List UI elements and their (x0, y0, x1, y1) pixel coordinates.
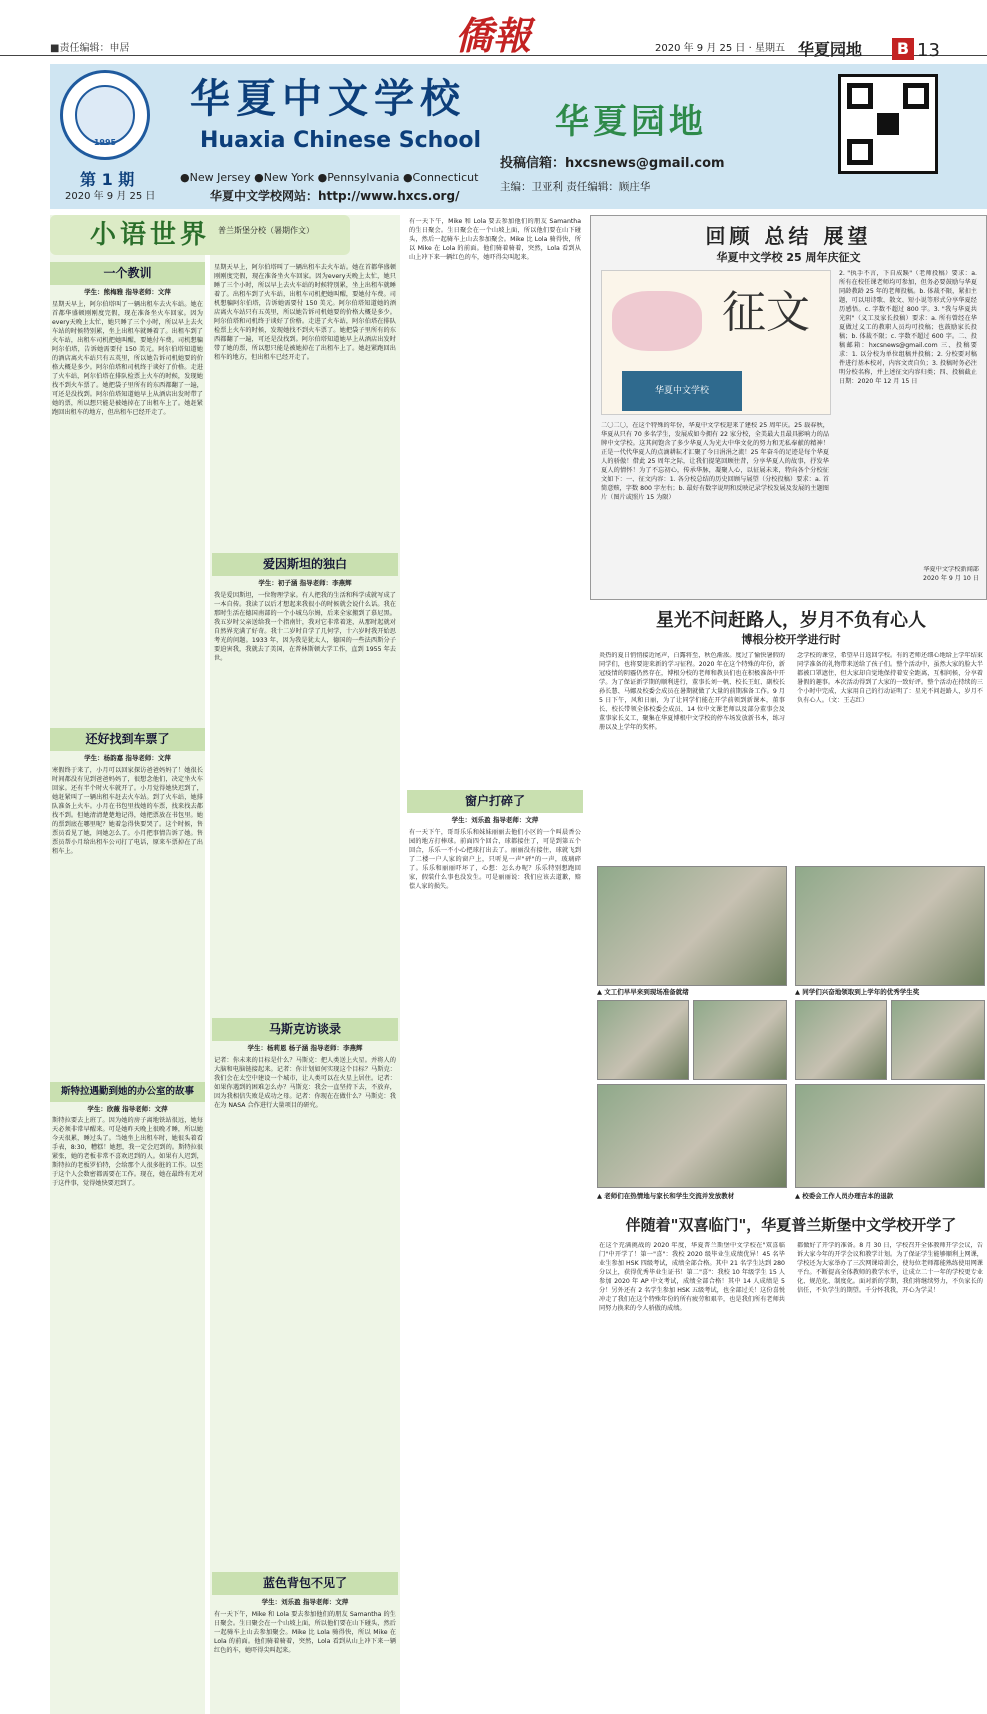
star-article-body-2: 念学校的课堂，希望早日返回学校。有的老师还细心地给上学年结束同学准备的礼物带来送给了孩子们。整个活动中，虽然大家的脸大半都被口罩遮住，但大家却自觉地保持着安全距离，互相问候，分享着暑假的趣事。本次活动得到了大家的一致好评。整个活动在持续的三个小时中完成，大家用自己的行动证明了：星光不问赶路人，岁月不负有心人。（文：王志红） (797, 652, 983, 704)
states-list: ●New Jersey ●New York ●Pennsylvania ●Connecticut (180, 171, 479, 184)
newspaper-logo: 僑報 (455, 13, 532, 58)
article-byline: 学生：欣薇 指导老师：文萍 (87, 1104, 168, 1113)
editor-credit: ■责任编辑：申居 (50, 43, 130, 54)
article-body: 有一天下午，Mike 和 Lola 要去参加他们的朋友 Samantha 的生日聚会。生日聚会在一个山坡上面，所以他们要在山下碰头，然后一起骑车上山去参加聚会。Mike 比 Lola 骑得快，所以 Mike 在 Lola 的前面。他们骑着骑着，突然，Lola 看到从山上冲下来一辆红色的车，她吓得尖叫起来。 (409, 218, 581, 261)
article-title: 窗户打碎了 (407, 790, 583, 813)
photo-caption: ▲ 老师们在热情地与家长和学生交流并发放教材 (597, 1192, 735, 1200)
photo-caption: ▲ 校委会工作人员办理吉本的退款 (795, 1192, 894, 1200)
website-link[interactable]: 华夏中文学校网站：http://www.hxcs.org/ (210, 189, 460, 203)
seal-year: 1995 (93, 138, 117, 147)
calligraphy-text: 征文 (722, 287, 810, 338)
article-title: 一个教训 (50, 262, 205, 285)
article-body: 星期天早上，阿尔伯塔叫了一辆出租车去火车站。她在首都华盛顿刚刚度完假，现在准备坐火车回家。因为every天晚上太忙，她只睡了三个小时，所以早上去火车站的时候特别累，坐上出租车就睡着了。出租车到了火车站，出租车司机把她叫醒，要她付车费。司机想骗阿尔伯塔，告诉她需要付 150 美元。阿尔伯塔知道她的酒店离火车站只有五英里，所以她告诉司机她要的价格大概是多少。阿尔伯塔和司机终于谈好了价格。走进了火车站，阿尔伯塔在排队检票上火车的时候，发现她找不到火车票了。她把袋子里所有的东西都翻了一遍，可还是没找到。阿尔伯塔知道她早上从酒店出发时带了她的票，所以想只能是被她掉在了出租车上了。她赶紧跑回出租车的地方，但出租车已经开走了。 (52, 300, 203, 416)
star-article-title: 星光不问赶路人，岁月不负有心人 (656, 610, 926, 631)
school-seal-icon (60, 70, 150, 160)
school-title: 华夏中文学校 (190, 75, 466, 122)
article-body: 星期天早上，阿尔伯塔叫了一辆出租车去火车站。她在首都华盛顿刚刚度完假，现在准备坐火车回家。因为every天晚上太忙，她只睡了三个小时，所以早上去火车站的时候特别累，坐上出租车就睡着了。出租车到了火车站，出租车司机把她叫醒，要她付车费。司机想骗阿尔伯塔，告诉她需要付 150 美元。阿尔伯塔知道她的酒店离火车站只有五英里，所以她告诉司机她要的价格大概是多少。阿尔伯塔和司机终于谈好了价格。走进了火车站，阿尔伯塔在排队检票上火车的时候，发现她找不到火车票了。她把袋子里所有的东西都翻了一遍，可还是没找到。阿尔伯塔知道她早上从酒店出发时带了她的票，所以想只能是被她掉在了出租车上了。她赶紧跑回出租车的地方，但出租车已经开走了。 (214, 264, 396, 361)
review-body-2: 2. "执手不言，下自成蹊"（老师投稿）要求：a. 所有在校任课老师均可参加，但务必要鼓励与华夏同龄教龄 25 年的老师投稿。b. 体裁不限，紧扣主题，可以用诗歌、散文、短小说等形式分享华夏经历感悟。c. 字数不超过 800 字。3. "我与华夏共光阴"（义工及家长投稿）要求：a. 所有曾经在华夏做过义工的教职人员均可投稿；也鼓励家长投稿；b. 体裁不限；c. 字数不超过 600 字。二、投稿邮箱：hxcsnews@gmail.com 三、投稿要求：1. 以分校为单位组稿并投稿；2. 分校要对稿件进行基本校对，内容文责自负；3. 投稿时务必注明分校名称，并上述征文内容归类；四、投稿截止日期：2020 年 12 月 15 日 (839, 270, 977, 385)
photo-school-committee (795, 1084, 985, 1188)
article-body: 记者：你未来的目标是什么？马斯克：把人类送上火星。并将人的大脑和电脑链接起来。记者：你计划如何实现这个目标？马斯克：我们会在太空中建设一个城市，让人类可以在火星上居住。记者：如果你遇到的困难怎么办？马斯克：我会一直坚持下去，不放弃，因为我相信失败是成功之母。记者：你现在在做什么？马斯克：我在为 NASA 合作进行大量项目的研究。 (214, 1056, 396, 1109)
editors-credit: 主编：卫亚利 责任编辑：顾庄华 (500, 181, 651, 193)
section-name: 华夏园地 (798, 40, 863, 59)
twin-article-title: 伴随着"双喜临门"，华夏普兰斯堡中文学校开学了 (625, 1216, 957, 1234)
article-lesson (50, 262, 205, 722)
photo-small (693, 1000, 787, 1080)
garden-title: 华夏园地 (555, 102, 707, 142)
page-number: 13 (917, 40, 940, 61)
photo-students-awards (795, 866, 985, 986)
article-body: 我是爱因斯坦，一位物理学家。有人把我的生活和科学成就写成了一本自传。我读了以后才想起来我很小的时候就会说什么话。我在那时生活在德国南部的一个小城乌尔姆，后来全家搬到了慕尼黑。我五岁时父亲送给我一个指南针，我对它非常着迷，从那时起就对自然界充满了好奇。我十二岁时自学了几何学，十六岁时我开始思考光的问题。1933 年，因为我是犹太人，德国的一些法西斯分子要迫害我，我就去了美国，在普林斯顿大学工作，直到 1955 年去世。 (214, 591, 396, 662)
photo-caption: ▲ 同学们兴奋地领取到上学年的优秀学生奖 (795, 988, 920, 996)
article-byline: 学生：杨莉恩 杨子涵 指导老师：李燕辉 (247, 1044, 363, 1053)
article-body: 有一天下午，Mike 和 Lola 要去参加他们的朋友 Samantha 的生日聚会。生日聚会在一个山坡上面，所以他们要在山下碰头，然后一起骑车上山去参加聚会。Mike 比 Lola 骑得快，所以 Mike 在 Lola 的前面。他们骑着骑着，突然，Lola 看到从山上冲下来一辆红色的车，她吓得尖叫起来。 (214, 1610, 396, 1654)
xiaoyu-subtitle: 普兰斯堡分校（暑期作文） (218, 226, 314, 235)
calligraphy-image (601, 270, 831, 415)
article-title: 蓝色背包不见了 (212, 1572, 398, 1595)
article-body: 寒假终于来了，小月可以回家探访爸爸妈妈了！她很长时间都没有见到爸爸妈妈了，很想念他们，决定坐火车回家。还有半个时火车就开了。小月觉得她快迟到了，她赶紧叫了一辆出租车赶去火车站。到了火车站，她排队准备上火车。小月在书包里找她的车票，找来找去都找不到。但她清清楚楚地记得，她把票放在书包里。她的票到底在哪里呢？她着急得快要哭了。这个时候，售票员看见了她，问她怎么了。小月把事情告诉了她。售票员帮小月给出租车公司打了电话，原来车票掉在了出租车上。 (52, 766, 203, 855)
article-ticket (50, 728, 205, 1058)
qr-code-icon (838, 74, 938, 174)
review-signature: 华夏中文学校新闻部 2020 年 9 月 10 日 (923, 566, 979, 582)
article-body: 有一天下午，哥哥乐乐和妹妹丽丽去他们小区的一个叫晨香公园的地方打棒球。前面四个回合，球都接住了，可是到第五个回合，乐乐一不小心把球打出去了。丽丽没有接住，球就飞到了二楼一户人家的窗户上，只听见一声"砰"的一声，玻璃碎了。乐乐和丽丽吓坏了，心想：怎么办呢？乐乐特别想跑回家，假装什么事也没发生。可是丽丽说：我们应该去道歉，赔偿人家的损失。 (409, 828, 581, 890)
article-byline: 学生：熊梅雅 指导老师：文萍 (84, 288, 171, 297)
photo-small (597, 1000, 689, 1080)
article-byline: 学生：杨韵嘉 指导老师：文萍 (84, 754, 171, 763)
article-backpack (212, 1572, 398, 1712)
article-title: 斯特拉遇勤到她的办公室的故事 (50, 1082, 205, 1102)
photo-small (795, 1000, 887, 1080)
review-title: 回顾 总结 展望 (705, 224, 872, 248)
star-article-body: 炎热的夏日悄悄接近尾声，白露将至，秋色渐浓。度过了愉快暑假的同学们，也将要迎来新的学习征程。2020 年在这个特殊的年份，新冠疫情的阴霾仍然存在，博根分校的老师和教员们也在积极准备中开学。为了保证新学期的顺利进行，董事长刘一帆、校长王虹、副校长孙长慧、马娜及校委会成员在暑期就做了大量的前期准备工作。9 月 5 日下午，风和日丽，为了让同学们能在开学前领到新课本，董事长、校长带领全体校委会成员、14 位中文课老师以及部分董事会及董事家长义工，聚集在华夏博根中文学校的停车场发放新书本，练习册以及上学年的奖杯。 (599, 652, 785, 731)
submission-email[interactable]: 投稿信箱：hxcsnews@gmail.com (500, 156, 725, 171)
photo-caption: ▲ 文工们早早来到现场准备就绪 (597, 988, 689, 996)
article-title: 还好找到车票了 (50, 728, 205, 751)
article-window (407, 790, 583, 1710)
article-einstein (212, 553, 398, 923)
twin-article-body: 在这个充满挑战的 2020 年度，华夏普兰斯堡中文学校在"双喜临门"中开学了！第一"喜"：我校 2020 级毕业生成绩优异！45 名毕业生参加 HSK 四级考试，成绩全部合格。其中 21 名学生达到 280 分以上，获得优秀毕业生证书！第二"喜"：我校 10 年级学生 15 人参加 2020 年 AP 中文考试，成绩全部合格！其中 14 人成绩是 5 分！另外还有 2 名学生参加 HSK 五级考试，也全部过关！这份喜悦冲走了我们在这个特殊年份的所有疲劳和艰辛，也是我们所有老师共同努力换来的令人骄傲的成绩。 (599, 1242, 785, 1312)
school-title-en: Huaxia Chinese School (200, 128, 482, 153)
photo-small (891, 1000, 985, 1080)
article-title: 马斯克访谈录 (212, 1018, 398, 1041)
article-stella (50, 1082, 205, 1702)
xiaoyu-title: 小语世界 (90, 220, 211, 250)
review-subtitle: 华夏中文学校 25 周年庆征文 (716, 251, 861, 264)
book-icon: 华夏中文学校 (622, 371, 742, 411)
article-byline: 学生：刘乐盈 指导老师：文萍 (451, 816, 539, 825)
article-byline: 学生：刘乐盈 指导老师：文萍 (261, 1598, 349, 1607)
xiaoyu-header (50, 215, 350, 255)
article-backpack-continued (407, 218, 583, 778)
page-letter-badge: B (892, 38, 914, 60)
photo-volunteers (597, 866, 787, 986)
article-title: 爱因斯坦的独白 (212, 553, 398, 576)
issue-date: 2020 年 9 月 25 日 · 星期五 (655, 43, 785, 54)
article-continued (212, 262, 398, 550)
article-body: 斯特拉要去上班了。因为她的房子离地铁站很远，她每天必须非常早醒来。可是她昨天晚上很晚才睡，所以她今天很累，睡过头了。当她坐上出租车时，她很头着看手表，8:30，糟糕！她想，我一定会迟到的。斯特拉很紧张，她的老板非常不喜欢迟到的人。如果有人迟到，斯特拉的老板罗伯特，会给那个人很多脏的工作。以至于这个人会数密都需要在工作。现在，她在最终有无对于这件事，觉得她快要迟到了。 (52, 1117, 203, 1188)
article-byline: 学生：初子涵 指导老师：李燕辉 (258, 579, 352, 588)
anniversary-call-box (590, 215, 987, 600)
blossom-icon (612, 291, 702, 351)
issue-number: 第 1 期 (80, 170, 135, 189)
star-article-subtitle: 博根分校开学进行时 (741, 633, 841, 646)
newspaper-header (0, 0, 987, 61)
review-body: 二〇二〇，在这个特殊的年份，华夏中文学校迎来了建校 25 周年庆。25 载春秋，华夏从只有 70 多名学生，发展成如今拥有 22 家分校，全美最大且最具影响力的品牌中文学校。这其间饱含了多少华夏人为光大中华文化的努力和无私奉献的精神！正是一代代华夏人的点滴耕耘才汇聚了今日涓涓之流！25 年奋斗的足迹是每个华夏人的骄傲！借此 25 周年之际，让我们提笔回顾往昔，分享华夏人的故事，抒发华夏人的情怀！为了不忘初心，传承华脉，凝聚人心，以征展未来，特向各个分校征文如下：一、征文内容：1. 各分校总结的历史回顾与展望（分校投稿）要求：a. 首简意赅，字数 800 字左右；b. 最好有数字说明和反映记录学校发展及发展的主题图片（图片或照片 15 为限） (601, 422, 829, 501)
twin-article-body-2: 都做好了开学的准备。8 月 30 日，学校召开全体教师开学会议，告诉大家今年的开学会议和教学计划。为了保证学生能够顺利上网课，学校还为大家举办了三次网课培训会，使每位老师都能熟练使用网课平台。不断提高全体教师的教学水平，让成立二十一年的学校更专业化、规范化、制度化。面对新的学期，我们将继续努力，不负家长的信任，不负学生的期望。千分怀我我，开心为学灵！ (797, 1242, 983, 1294)
photo-teachers (597, 1084, 787, 1188)
masthead-date: 2020 年 9 月 25 日 (65, 191, 156, 202)
article-musk (212, 1018, 398, 1388)
